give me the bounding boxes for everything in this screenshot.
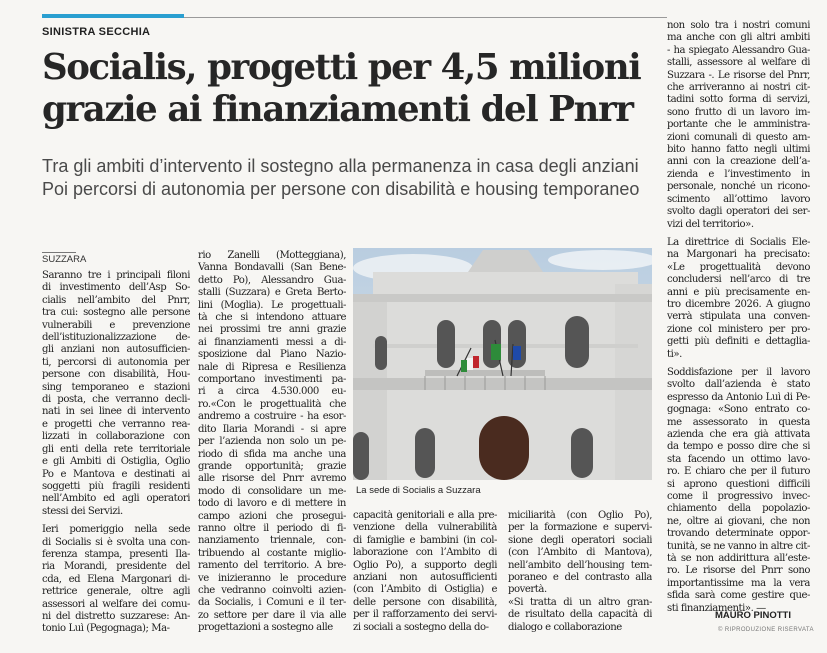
article-line: che arriveranno ai nostri cit- (667, 82, 810, 94)
article-line: tà che si intendono attuare (198, 312, 346, 324)
article-line: dialogo e collaborazione (508, 621, 622, 633)
article-line: sta facendo un ottimo lavo- (667, 453, 810, 465)
article-line: espresso da Antonio Luì di Pe- (667, 391, 810, 403)
article-line: «Si tratta di un altro gran- (508, 596, 652, 608)
article-line: ria Morandi, presidente del (42, 561, 190, 573)
article-line: cda, ed Elena Margonari di- (42, 573, 190, 585)
article-line: Vanna Bondavalli (San Bene- (198, 262, 346, 274)
article-line: portante che le amministra- (667, 119, 810, 131)
article-line: per l’azienda non solo un pe- (198, 436, 346, 448)
article-line: sione degli operatori sociali (508, 534, 652, 546)
article-line: detto Po), Alessandro Gua- (198, 274, 346, 286)
article-line: tro dicembre 2026. A giugno (667, 298, 810, 310)
article-line: miciliarità (con Oglio Po), (508, 510, 652, 521)
article-line: assessori al welfare dei comu- (42, 598, 190, 610)
article-line: ni del distretto suzzarese: An- (42, 610, 190, 622)
article-column-1 (42, 270, 190, 636)
article-line: di Socialis si è svolta una con- (42, 536, 190, 548)
article-line: vulnerabili e prevenzione (42, 319, 190, 331)
article-line: zienda e l’investimento in (667, 168, 810, 180)
article-line: soggetti più fragili residenti (42, 480, 190, 492)
article-line: lizzati in collaborazione con (42, 431, 190, 443)
article-line: grande opportunità; grazie (198, 460, 346, 472)
article-line: - ha spiegato Alessandro Gua- (667, 44, 810, 56)
article-line: sfida sarà come gestire que- (667, 590, 810, 602)
article-line: venzione della vulnerabilità (353, 522, 497, 534)
article-line: tonio Luì (Pegognaga); Ma- (42, 623, 170, 635)
article-line: getti più definiti e dettaglia- (667, 336, 810, 348)
article-line: nanziamento triennale, con- (198, 535, 346, 547)
article-line: poraneo e del contrasto alla (508, 572, 652, 584)
article-line: sing temporaneo e stazioni (42, 381, 190, 393)
article-line: sono frutto di un lavoro im- (667, 106, 810, 118)
article-line: lini (Moglia). Le progettuali- (198, 299, 346, 311)
article-line: di investimento dell’Asp So- (42, 282, 190, 294)
article-line: svolto dagli operatori dei ser- (667, 206, 810, 218)
article-line: riodo di sfida ma anche una (198, 448, 346, 460)
article-line: stalli, assessore al welfare di (667, 57, 810, 69)
article-line: vizi del territorio». (667, 218, 754, 230)
article-line: zioni comunali di questo am- (667, 131, 810, 143)
article-line: (con l’Ambito di Ostiglia) e (353, 584, 497, 596)
subheadline-line-2: Poi percorsi di autonomia per persone con disabilità e housing temporaneo (42, 179, 640, 199)
article-line: stessi dei Servizi. (42, 505, 123, 517)
article-line: tribuendo al costante miglio- (198, 547, 346, 559)
article-line: da Socialis, i Comuni e il ter- (198, 597, 346, 609)
article-line: di posta, che verranno decli- (42, 394, 190, 406)
article-line: personale, nonché un ricono- (667, 181, 810, 193)
article-line: zione col ministero per pro- (667, 323, 810, 335)
article-line: comportano investimenti pa- (198, 374, 346, 386)
section-accent-bar (42, 14, 184, 18)
article-line: dito Ilaria Morandi - si apre (198, 423, 346, 435)
article-line: rio Zanelli (Motteggiana), (198, 250, 346, 261)
article-line: nei prossimi tre anni grazie (198, 324, 346, 336)
article-line: cialis nell’ambito del Pnrr, (42, 294, 190, 306)
article-line: andremo a costruire - ha esor- (198, 411, 346, 423)
article-line: di famiglie e bambini (in col- (353, 534, 497, 546)
section-label: SINISTRA SECCHIA (42, 26, 151, 38)
article-line: ma anche con gli altri ambiti (667, 32, 810, 44)
location-rule (42, 252, 76, 253)
article-line: per la formazione e supervi- (508, 522, 652, 534)
article-line: zi sociali a sostegno della do- (353, 621, 489, 633)
headline-line-1: Socialis, progetti per 4,5 milioni (42, 47, 641, 88)
building-photo (353, 248, 652, 480)
article-line: e progetti che verranno rea- (42, 418, 190, 430)
article-line: na Margonari ha precisato: (667, 249, 810, 261)
article-line: ramento del territorio. A bre- (198, 560, 346, 572)
article-line: campo azioni che prosegui- (198, 510, 346, 522)
article-line: ro. Le risorse del Pnrr sono (667, 565, 810, 577)
article-line: povertà. (508, 584, 547, 596)
article-line: gognaga: «Sono entrato co- (667, 404, 810, 416)
article-line: non solo tra i nostri comuni (667, 20, 810, 31)
headline-line-2: grazie ai finanziamenti del Pnrr (42, 89, 633, 130)
article-line: anni e più precisamente en- (667, 286, 810, 298)
article-line: ri a circa 4.530.000 eu- (198, 386, 346, 398)
article-line: nale di Ripresa e Resilienza (198, 361, 346, 373)
article-line: stalli (Suzzara) e Greta Berto- (198, 287, 346, 299)
article-line: si aprono questioni difficili (667, 478, 810, 490)
photo-caption: La sede di Socialis a Suzzara (356, 485, 481, 496)
article-line: de risultato della capacità di (508, 609, 652, 621)
article-line: Ieri pomeriggio nella sede (42, 524, 190, 536)
article-line: sti finanziamenti». — (667, 602, 766, 614)
subheadline-line-1: Tra gli ambiti d’intervento il sostegno alla permanenza in casa degli anziani (42, 156, 639, 176)
article-column-3 (353, 510, 497, 634)
article-line: anni con la creazione dell’a- (667, 156, 810, 168)
article-line: persone con disabilità, Hou- (42, 369, 190, 381)
author-byline: MAURO PINOTTI (715, 610, 791, 621)
article-line: azienda che era già attivata (667, 429, 810, 440)
article-line: ve inizieranno le procedure (198, 572, 346, 584)
article-line: (con l’Ambito di Mantova), (508, 547, 652, 559)
article-line: Po e Mantova e destinati ai (42, 468, 190, 480)
article-line: gli anziani non autosufficien- (42, 344, 190, 356)
article-line: ro.«Con le progettualità che (198, 398, 346, 410)
article-line: verrà stipulata una conven- (667, 311, 810, 323)
article-line: ranno oltre il periodo di fi- (198, 522, 346, 534)
article-line: tunità, se ne vanno in altre cit- (667, 540, 810, 552)
article-line: bito hanno fatto negli ultimi (667, 144, 810, 156)
article-line: concludersi nell’arco di tre (667, 274, 810, 286)
article-line: importantissime ma la vera (667, 577, 810, 589)
article-line: anziani non autosufficienti (353, 572, 497, 584)
copyright-notice: © RIPRODUZIONE RISERVATA (718, 627, 814, 633)
article-line: progettazioni a sostegno alle (198, 622, 333, 634)
article-line: chiamento della popolazio- (667, 503, 810, 515)
article-line: zo settore per dare il via alle (198, 609, 346, 621)
article-line: che vedranno coinvolti azien- (198, 584, 346, 596)
article-line: capacità genitoriali e alla pre- (353, 510, 497, 521)
article-line: laborazione con l’Ambito di (353, 547, 497, 559)
article-line: ti, percorsi di autonomia per (42, 356, 190, 368)
article-line: come il progressivo invec- (667, 491, 810, 503)
article-line: scimento all’ottimo lavoro (667, 193, 810, 205)
article-line: tra cui: sostegno alle persone (42, 307, 190, 319)
article-line: dell’istituzionalizzazione de- (42, 332, 190, 344)
article-line: ti». (667, 348, 682, 360)
article-line: La direttrice di Socialis Ele- (667, 236, 810, 248)
article-line: tadini sotto forma di servizi, (667, 94, 810, 106)
article-line: tà se non addirittura all’este- (667, 553, 810, 565)
article-line: Soddisfazione per il lavoro (667, 366, 810, 378)
location-label: SUZZARA (42, 254, 87, 265)
article-line: gli enti della rete territoriale (42, 443, 190, 455)
article-line: svolto dall’azienda è stato (667, 379, 810, 391)
article-line: modo di consolidare un me- (198, 485, 346, 497)
article-line: sposizione dal Piano Nazio- (198, 349, 346, 361)
article-column-2 (198, 250, 346, 635)
article-line: trovando determinate oppor- (667, 528, 810, 540)
article-line: todo di lavoro e di mettere in (198, 498, 346, 510)
building-photo-image (353, 248, 652, 480)
article-column-5 (667, 20, 810, 615)
article-line: alle risorse del Pnrr avremo (198, 473, 346, 485)
article-line: nell’Ambito ed agli operatori (42, 493, 190, 505)
article-line: nati in sei linee di intervento (42, 406, 190, 418)
article-line: e gli Ambiti di Ostiglia, Oglio (42, 456, 190, 468)
article-line: rettrice generale, oltre agli (42, 586, 190, 598)
article-line: Oglio Po), a supporto degli (353, 559, 497, 571)
article-line: me assessorato in questa (667, 416, 810, 428)
article-line: ai finanziamenti messi a di- (198, 336, 346, 348)
article-line: ne, oltre ai giovani, che non (667, 515, 810, 527)
article-line: nell’ambito dell’housing tem- (508, 559, 652, 571)
article-line: Saranno tre i principali filoni (42, 270, 190, 281)
section-rule (184, 17, 667, 18)
article-line: da tempo e posso dire che si (667, 441, 810, 453)
article-line: delle persone con disabilità, (353, 596, 497, 608)
article-line: per il rafforzamento dei servi- (353, 609, 497, 621)
article-column-4 (508, 510, 652, 634)
article-line: «Le progettualità devono (667, 261, 810, 273)
article-line: Suzzara -. Le risorse del Pnrr, (667, 69, 810, 81)
article-line: ferenza stampa, presenti Ila- (42, 548, 190, 560)
article-line: ro. È chiaro che per il futuro (667, 466, 810, 478)
